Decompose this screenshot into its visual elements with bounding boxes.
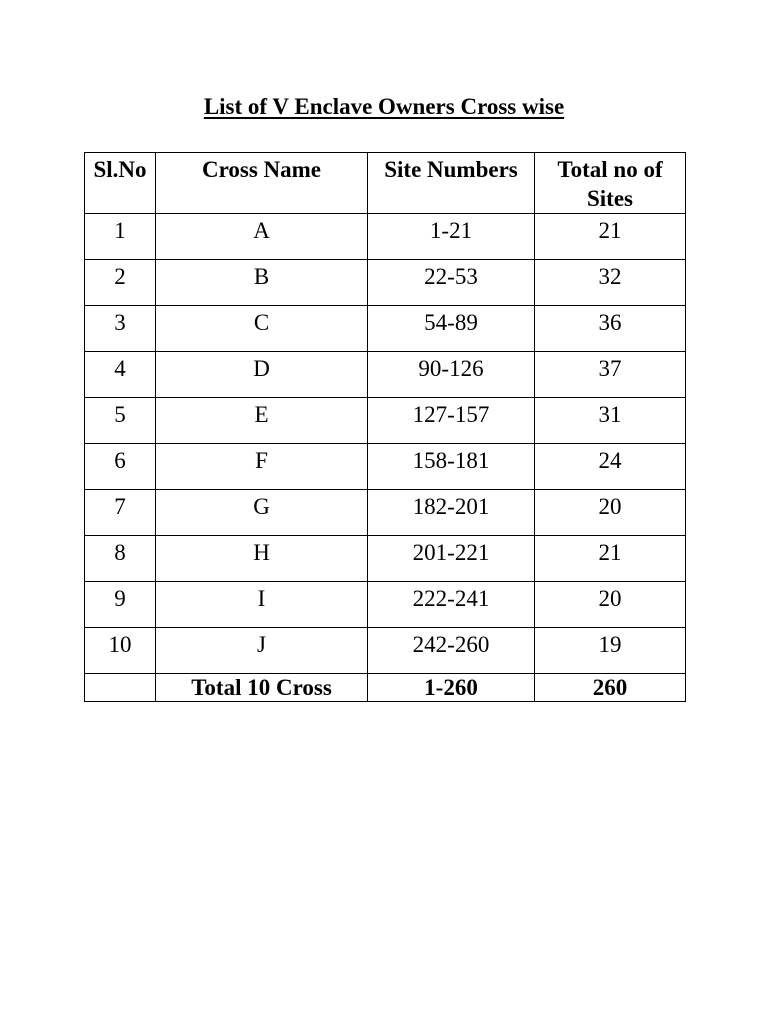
cell-cross-name: F: [156, 444, 368, 490]
cell-total-sites: 21: [535, 214, 686, 260]
total-cell-cross-name: Total 10 Cross: [156, 674, 368, 702]
table-row: [85, 352, 686, 398]
table-row: [85, 536, 686, 582]
cell-total-sites: 31: [535, 398, 686, 444]
cell-site-numbers: 158-181: [368, 444, 535, 490]
cell-site-numbers: 242-260: [368, 628, 535, 674]
cell-sl-no: 3: [85, 306, 156, 352]
cell-cross-name: E: [156, 398, 368, 444]
cell-total-sites: 37: [535, 352, 686, 398]
cell-sl-no: 8: [85, 536, 156, 582]
table-row: [85, 444, 686, 490]
cell-cross-name: D: [156, 352, 368, 398]
cell-cross-name: C: [156, 306, 368, 352]
cell-cross-name: I: [156, 582, 368, 628]
cell-site-numbers: 90-126: [368, 352, 535, 398]
cell-sl-no: 2: [85, 260, 156, 306]
cell-cross-name: B: [156, 260, 368, 306]
cell-site-numbers: 1-21: [368, 214, 535, 260]
cell-site-numbers: 182-201: [368, 490, 535, 536]
cell-site-numbers: 22-53: [368, 260, 535, 306]
cell-total-sites: 36: [535, 306, 686, 352]
table-total-row: [85, 674, 686, 702]
cell-site-numbers: 222-241: [368, 582, 535, 628]
table-row: [85, 306, 686, 352]
cell-site-numbers: 127-157: [368, 398, 535, 444]
table-row: [85, 260, 686, 306]
cell-total-sites: 20: [535, 490, 686, 536]
cell-sl-no: 5: [85, 398, 156, 444]
cell-sl-no: 7: [85, 490, 156, 536]
cell-site-numbers: 201-221: [368, 536, 535, 582]
table-row: [85, 214, 686, 260]
header-cross-name: Cross Name: [156, 153, 368, 214]
table-row: [85, 628, 686, 674]
cell-total-sites: 32: [535, 260, 686, 306]
cell-sl-no: 9: [85, 582, 156, 628]
table-row: [85, 490, 686, 536]
cell-cross-name: A: [156, 214, 368, 260]
cell-total-sites: 21: [535, 536, 686, 582]
total-cell-sl-no: [85, 674, 156, 702]
cell-cross-name: J: [156, 628, 368, 674]
cell-cross-name: H: [156, 536, 368, 582]
cell-sl-no: 10: [85, 628, 156, 674]
cell-site-numbers: 54-89: [368, 306, 535, 352]
cell-sl-no: 4: [85, 352, 156, 398]
document-title: List of V Enclave Owners Cross wise: [203, 94, 565, 119]
total-cell-site-numbers: 1-260: [368, 674, 535, 702]
table-row: [85, 582, 686, 628]
cell-total-sites: 24: [535, 444, 686, 490]
cell-total-sites: 19: [535, 628, 686, 674]
header-site-numbers: Site Numbers: [368, 153, 535, 214]
total-cell-total-sites: 260: [535, 674, 686, 702]
cell-sl-no: 1: [85, 214, 156, 260]
cell-total-sites: 20: [535, 582, 686, 628]
cell-sl-no: 6: [85, 444, 156, 490]
table-header-row: [85, 153, 686, 214]
cell-cross-name: G: [156, 490, 368, 536]
table-row: [85, 398, 686, 444]
header-sl-no: Sl.No: [85, 153, 156, 214]
sites-table: [84, 152, 686, 702]
header-total-sites: Total no of Sites: [535, 153, 686, 214]
